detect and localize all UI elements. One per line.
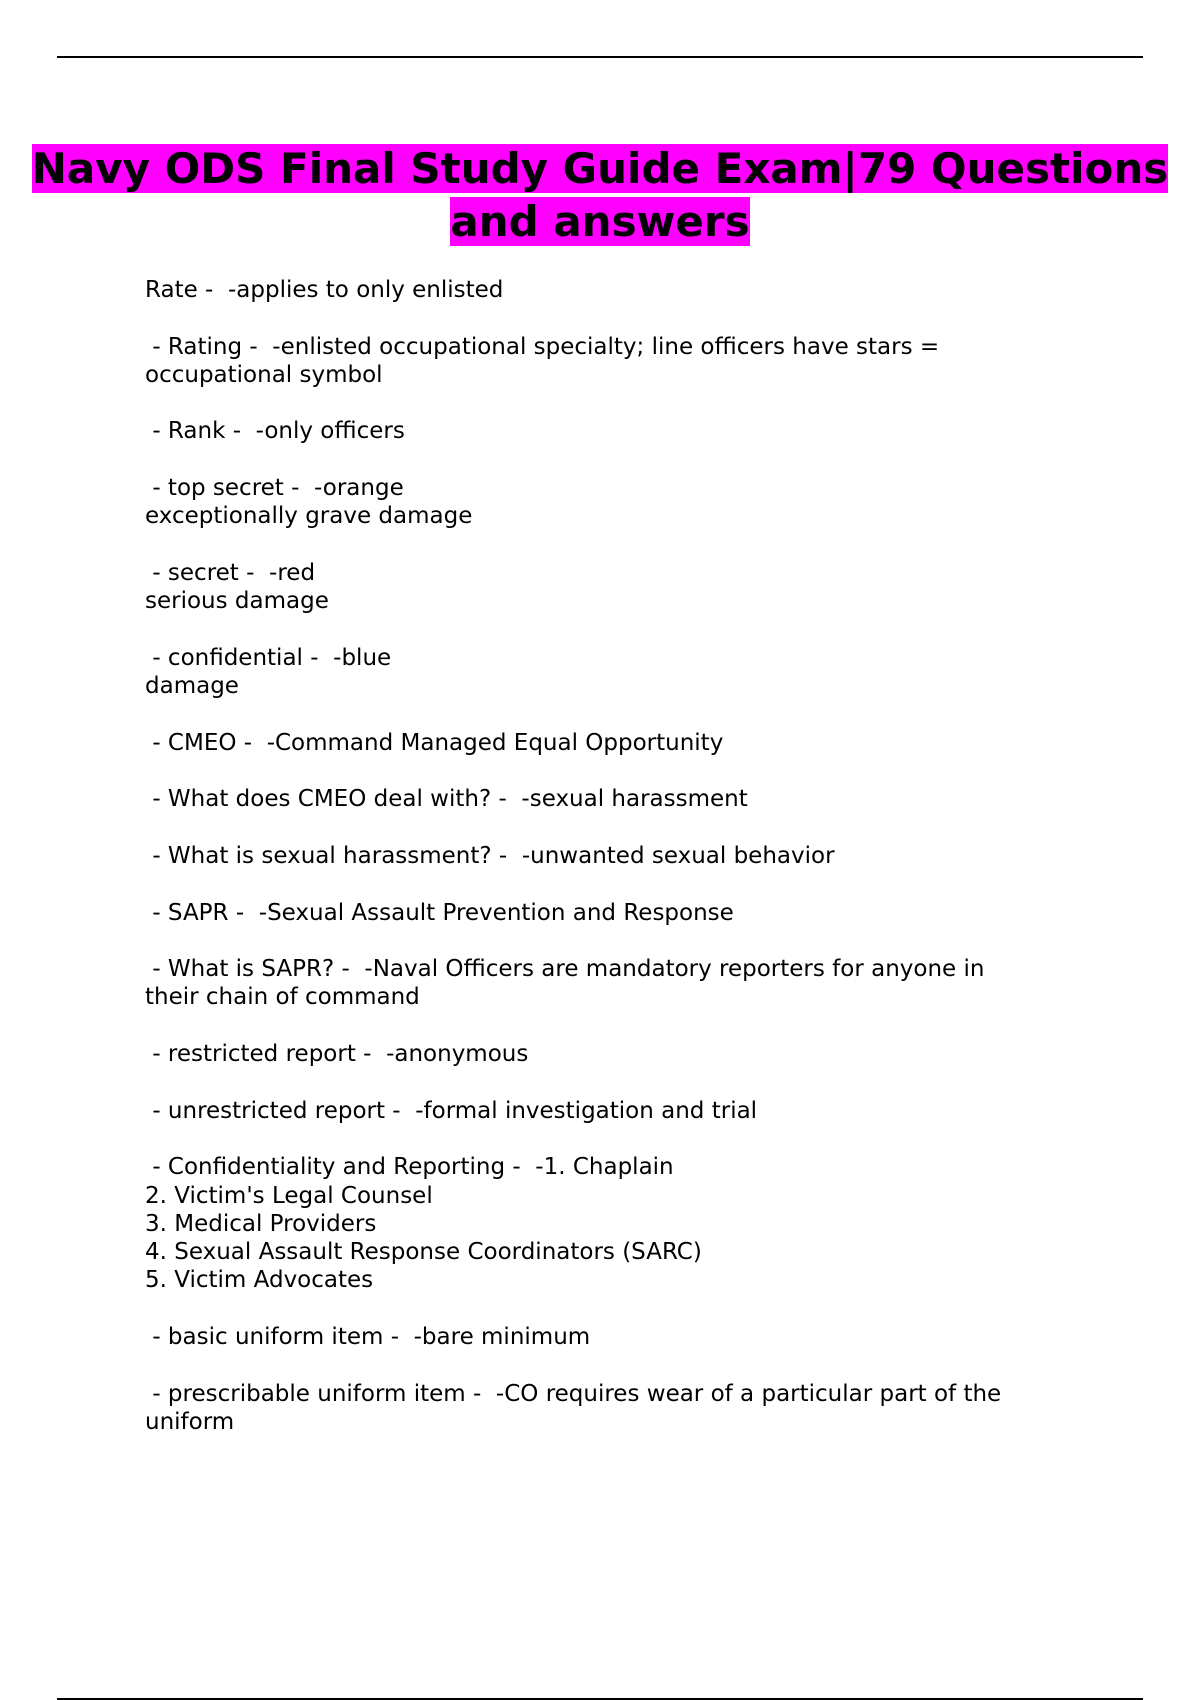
qa-entry: - SAPR - -Sexual Assault Prevention and Response bbox=[145, 899, 734, 926]
qa-entry: - restricted report - -anonymous bbox=[145, 1041, 529, 1068]
qa-entry: - basic uniform item - -bare minimum bbox=[145, 1323, 591, 1350]
qa-list bbox=[145, 276, 1075, 1464]
qa-entry: - What is sexual harassment? - -unwanted sexual behavior bbox=[145, 842, 835, 869]
document-title: Navy ODS Final Study Guide Exam|79 Questions and answers bbox=[31, 144, 1169, 246]
qa-entry: - prescribable uniform item - -CO requires wear of a particular part of the uniform bbox=[145, 1380, 1002, 1435]
qa-entry: - Confidentiality and Reporting - -1. Chaplain 2. Victim's Legal Counsel 3. Medical Providers 4. Sexual Assault Response Coordinators (SARC) 5. Victim Advocates bbox=[145, 1154, 702, 1294]
title-block bbox=[0, 142, 1200, 248]
qa-entry: Rate - -applies to only enlisted bbox=[145, 277, 504, 303]
qa-entry: - Rating - -enlisted occupational specialty; line officers have stars = occupational symbol bbox=[145, 333, 940, 388]
qa-entry: - top secret - -orange exceptionally grave damage bbox=[145, 475, 473, 530]
qa-entry: - confidential - -blue damage bbox=[145, 644, 392, 700]
qa-entry: - What is SAPR? - -Naval Officers are mandatory reporters for anyone in their chain of command bbox=[145, 956, 985, 1011]
top-rule bbox=[57, 56, 1143, 58]
qa-entry: - Rank - -only officers bbox=[145, 418, 405, 445]
qa-entry: - What does CMEO deal with? - -sexual harassment bbox=[145, 786, 748, 813]
qa-entry: - secret - -red serious damage bbox=[145, 559, 329, 615]
qa-entry: - unrestricted report - -formal investigation and trial bbox=[145, 1097, 758, 1124]
qa-entry: - CMEO - -Command Managed Equal Opportunity bbox=[145, 729, 724, 756]
